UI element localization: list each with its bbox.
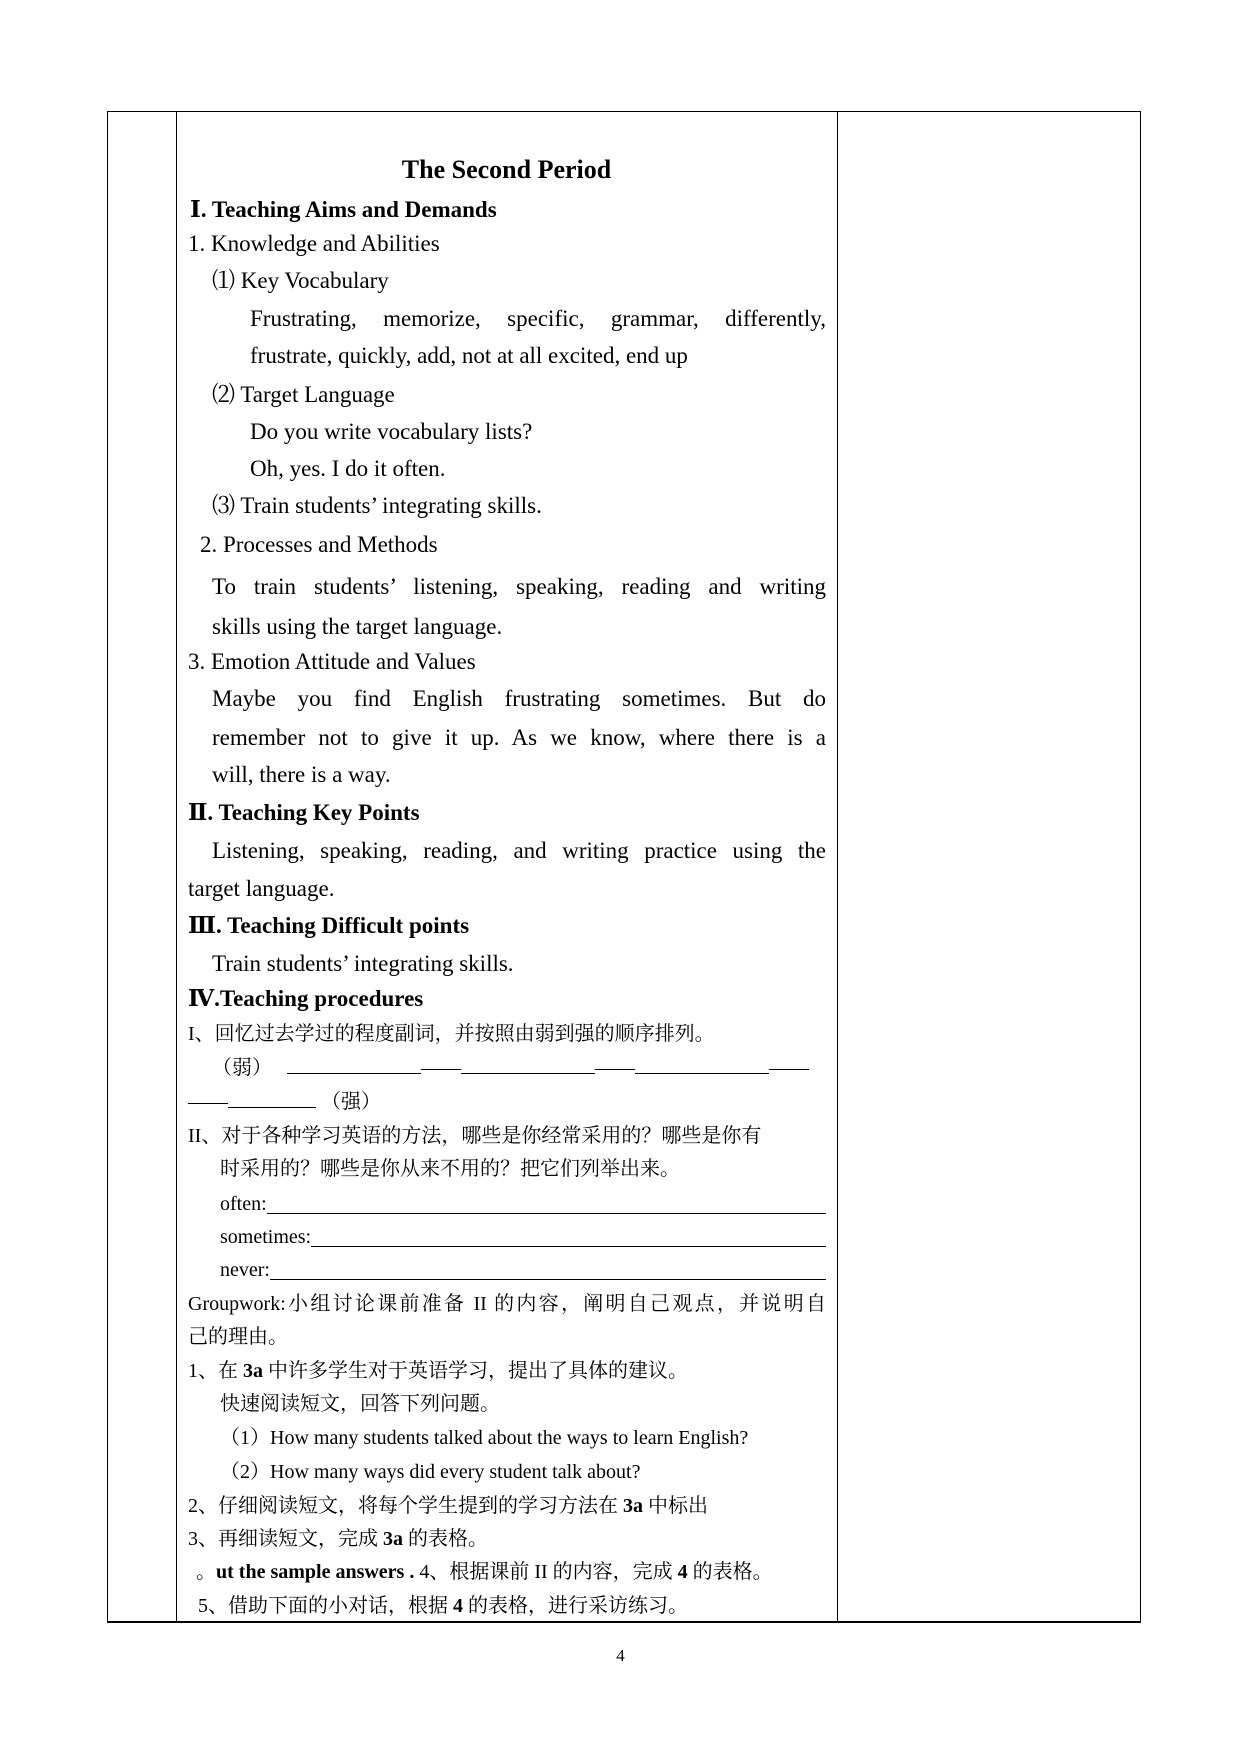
procedure-ii: 时采用的？哪些是你从来不用的？把它们列举出来。 (220, 1158, 680, 1180)
procedure-ii: II、对于各种学习英语的方法，哪些是你经常采用的？哪些是你有 (188, 1125, 762, 1147)
target-language-line: Oh, yes. I do it often. (250, 456, 446, 481)
processes-text: To train students’ listening, speaking, reading and writing (212, 574, 826, 599)
difficult-points-text: Train students’ integrating skills. (212, 951, 514, 976)
text: 3a (243, 1360, 263, 1382)
subheading-emotion: 3. Emotion Attitude and Values (188, 649, 476, 674)
item-key-vocabulary: ⑴ Key Vocabulary (212, 268, 389, 293)
task-5 (198, 1591, 688, 1621)
text: 的表格，进行采访练习。 (463, 1595, 688, 1617)
emotion-text: will, there is a way. (212, 762, 391, 787)
text: 4、根据课前 II 的内容，完成 (414, 1561, 678, 1583)
page-title: The Second Period (401, 155, 612, 184)
text: 中许多学生对于英语学习，提出了具体的建议。 (263, 1360, 688, 1382)
dash: —— (595, 1057, 635, 1079)
item-train-skills: ⑶ Train students’ integrating skills. (212, 493, 542, 518)
text: 2、仔细阅读短文，将每个学生提到的学习方法在 (188, 1495, 623, 1517)
table-border-bottom (107, 1621, 1141, 1623)
never-input[interactable] (270, 1255, 826, 1280)
column-divider-1 (176, 111, 177, 1622)
question-1: （1）How many students talked about the ways to learn English? (220, 1427, 749, 1449)
sometimes-input[interactable] (311, 1222, 826, 1247)
text: 3a (623, 1495, 643, 1517)
adverb-order-line (188, 1087, 381, 1117)
never-label: never: (220, 1259, 270, 1281)
text: 的表格。 (687, 1561, 773, 1583)
never-field (220, 1255, 826, 1285)
often-field (220, 1189, 826, 1219)
subheading-knowledge: 1. Knowledge and Abilities (188, 231, 440, 256)
text: 3、再细读短文，完成 (188, 1528, 383, 1550)
text: 的表格。 (403, 1528, 488, 1550)
groupwork-text: Groupwork:小组讨论课前准备 II 的内容，阐明自己观点，并说明自 (188, 1293, 826, 1315)
dash: —— (769, 1057, 809, 1079)
item-target-language: ⑵ Target Language (212, 382, 395, 407)
dash: —— (421, 1057, 461, 1079)
table-border-right (1140, 111, 1141, 1622)
groupwork-text: 己的理由。 (188, 1326, 288, 1348)
sometimes-label: sometimes: (220, 1226, 312, 1248)
weak-label: （弱） (212, 1057, 272, 1079)
text: 4 (453, 1595, 463, 1617)
vocab-line: Frustrating, memorize, specific, grammar, differently, (250, 306, 826, 331)
task-1-instruction: 快速阅读短文，回答下列问题。 (220, 1393, 500, 1415)
text: 。 (196, 1561, 216, 1583)
table-border-left (107, 111, 108, 1622)
answer-blank[interactable] (228, 1087, 316, 1108)
task-4 (196, 1557, 773, 1587)
question-2: （2）How many ways did every student talk about? (220, 1461, 641, 1483)
answer-blank[interactable] (635, 1053, 769, 1074)
emotion-text: remember not to give it up. As we know, where there is a (212, 725, 826, 750)
vocab-line: frustrate, quickly, add, not at all excited, end up (250, 343, 688, 368)
section-heading-difficult-points: Ⅲ. Teaching Difficult points (188, 913, 470, 938)
dash: —— (188, 1091, 228, 1113)
key-points-text: Listening, speaking, reading, and writing practice using the (212, 838, 826, 863)
text: 中标出 (643, 1495, 708, 1517)
text: 1、在 (188, 1360, 243, 1382)
text: ut the sample answers . (216, 1561, 415, 1583)
section-heading-procedures: Ⅳ.Teaching procedures (188, 986, 424, 1011)
page-number: 4 (616, 1646, 625, 1665)
emotion-text: Maybe you find English frustrating sometimes. But do (212, 686, 826, 711)
text: 5、借助下面的小对话，根据 (198, 1595, 453, 1617)
task-2 (188, 1491, 708, 1521)
target-language-line: Do you write vocabulary lists? (250, 419, 533, 444)
strong-label: （强） (321, 1091, 381, 1113)
procedure-i: I、回忆过去学过的程度副词，并按照由弱到强的顺序排列。 (188, 1023, 715, 1045)
adverb-order-line (212, 1053, 809, 1083)
section-heading-aims: Ⅰ. Teaching Aims and Demands (190, 197, 497, 222)
table-border-top (107, 111, 1141, 112)
text: 4 (677, 1561, 688, 1583)
processes-text: skills using the target language. (212, 614, 503, 639)
text: 3a (383, 1528, 403, 1550)
task-3 (188, 1524, 488, 1554)
answer-blank[interactable] (461, 1053, 595, 1074)
key-points-text: target language. (188, 876, 335, 901)
task-1 (188, 1356, 688, 1386)
sometimes-field (220, 1222, 826, 1252)
often-label: often: (220, 1193, 267, 1215)
section-heading-key-points: Ⅱ. Teaching Key Points (188, 800, 420, 825)
often-input[interactable] (267, 1189, 826, 1214)
answer-blank[interactable] (287, 1053, 421, 1074)
column-divider-2 (837, 111, 838, 1622)
subheading-processes: 2. Processes and Methods (200, 532, 438, 557)
